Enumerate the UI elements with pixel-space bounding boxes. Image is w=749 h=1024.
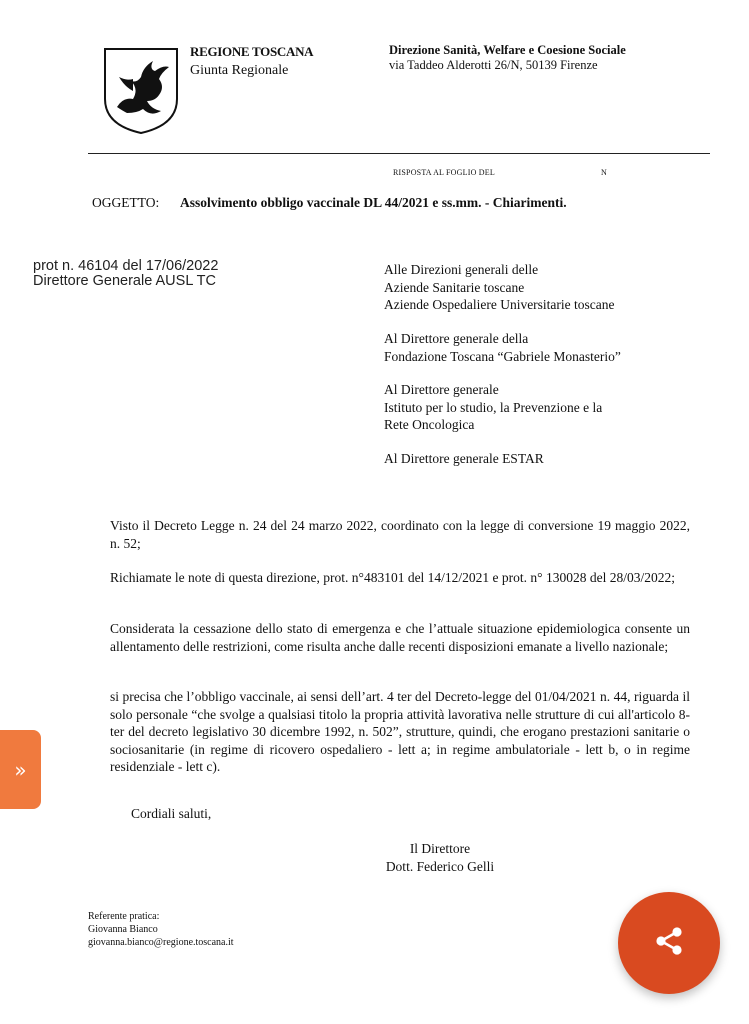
recipient-line: Istituto per lo studio, la Prevenzione e la [384,399,603,415]
recipient-line: Al Direttore generale [384,382,499,397]
header-divider [88,153,710,154]
recipient-line: Al Direttore generale della [384,331,529,346]
region-subtitle: Giunta Regionale [190,63,289,78]
double-chevron-right-icon: » [14,757,27,782]
department-address: via Taddeo Alderotti 26/N, 50139 Firenze [389,58,598,72]
subject-text: Assolvimento obbligo vaccinale DL 44/2021 e ss.mm. - Chiarimenti. [180,195,567,210]
recipient-line: Rete Oncologica [384,417,475,432]
body-paragraph: si precisa che l’obbligo vaccinale, ai sensi dell’art. 4 ter del Decreto-legge del 01/04/2021 n. 44, riguarda il solo personale “che svolge a qualsiasi titolo la propria attività lavorativa nelle strutture di cui all'articolo 8-ter del decreto legislativo 30 dicembre 1992, n. 502”, strutture, quindi, che erogano prestazioni sanitarie o sociosanitarie (in regime di ricovero ospedaliero - lett a; in regime ambulatoriale - lett b, o in regime residenziale - lett c). [110,689,690,774]
share-icon [652,924,686,963]
share-button[interactable] [618,892,720,994]
referent-label: Referente pratica: [88,911,160,922]
body-paragraph: Considerata la cessazione dello stato di emergenza e che l’attuale situazione epidemiologica consente un allentamento delle restrizioni, come risulta anche dalle recenti disposizioni emanate a livello nazionale; [110,621,690,654]
recipient-line: Al Direttore generale ESTAR [384,451,544,466]
recipient-block [384,450,544,468]
body-paragraph: Richiamate le note di questa direzione, prot. n°483101 del 14/12/2021 e prot. n° 130028 del 28/03/2022; [110,570,675,585]
referent-email[interactable]: giovanna.bianco@regione.toscana.it [88,937,234,948]
region-title: REGIONE TOSCANA [190,44,314,59]
recipient-line: Alle Direzioni generali delle [384,262,539,277]
recipient-block [384,330,621,365]
signature-block [380,840,500,875]
reply-reference-label: RISPOSTA AL FOGLIO DEL [393,168,495,177]
recipient-block [384,381,602,434]
referent-name: Giovanna Bianco [88,924,158,935]
protocol-office: Direttore Generale AUSL TC [33,273,216,289]
recipient-line: Aziende Ospedaliere Universitarie toscane [384,297,615,312]
referent-block [88,910,234,949]
recipient-line: Fondazione Toscana “Gabriele Monasterio” [384,348,621,364]
signature-role: Il Direttore [409,841,471,856]
recipient-line: Aziende Sanitarie toscane [384,279,525,295]
regione-toscana-logo [103,47,179,135]
department-title: Direzione Sanità, Welfare e Coesione Sociale [389,43,626,57]
subject-label: OGGETTO: [92,195,160,210]
recipient-block [384,261,615,314]
closing-greeting: Cordiali saluti, [131,806,212,821]
body-paragraph: Visto il Decreto Legge n. 24 del 24 marzo 2022, coordinato con la legge di conversione 19 maggio 2022, n. 52; [110,518,690,551]
expand-side-panel-button[interactable] [0,730,41,809]
reply-number-label: N [601,168,607,177]
signature-name: Dott. Federico Gelli [385,858,495,874]
protocol-stamp [33,259,218,289]
protocol-number: prot n. 46104 del 17/06/2022 [33,258,219,274]
